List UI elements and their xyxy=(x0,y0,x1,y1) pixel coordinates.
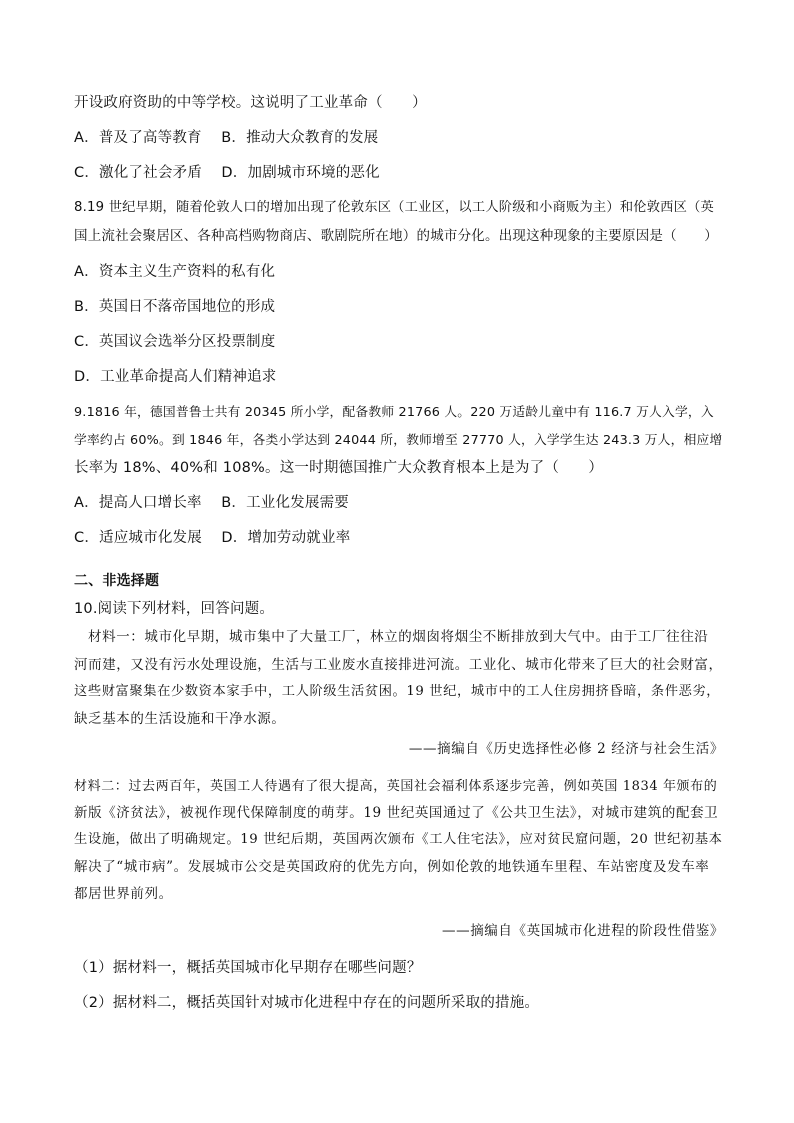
material2-line-5: 都居世界前列。 xyxy=(74,886,173,902)
q9-stem-line-1: 9.1816 年，德国普鲁士共有 20345 所小学，配备教师 21766 人。220 万适龄儿童中有 116.7 万人入学，入 xyxy=(74,405,714,420)
material1-line-3: 这些财富聚集在少数资本家手中，工人阶级生活贫困。19 世纪，城市中的工人住房拥挤昏暗，条件恶劣， xyxy=(74,684,721,699)
q9-stem-line-2: 学率约占 60%。到 1846 年，各类小学达到 24044 所，教师增至 27770 人，入学学生达 243.3 万人，相应增 xyxy=(74,433,723,448)
material1-line-1: 材料一：城市化早期，城市集中了大量工厂，林立的烟囱将烟尘不断排放到大气中。由于工厂往往沿 xyxy=(88,629,709,645)
q8-option-d: D．工业革命提高人们精神追求 xyxy=(74,369,277,385)
q8-option-b: B．英国日不落帝国地位的形成 xyxy=(74,299,276,315)
material1-source: ——摘编自《历史选择性必修 2 经济与社会生活》 xyxy=(408,741,724,757)
material2-source: ——摘编自《英国城市化进程的阶段性借鉴》 xyxy=(442,923,724,939)
material2-line-1: 材料二：过去两百年，英国工人待遇有了很大提高，英国社会福利体系逐步完善，例如英国 1834 年颁布的 xyxy=(74,779,718,794)
material1-line-2: 河而建，又没有污水处理设施，生活与工业废水直接排进河流。工业化、城市化带来了巨大的社会财富， xyxy=(74,657,723,673)
q10-intro: 10.阅读下列材料，回答问题。 xyxy=(74,601,275,617)
q10-subquestion-1: （1）据材料一，概括英国城市化早期存在哪些问题？ xyxy=(74,960,422,976)
material2-line-3: 生设施，做出了明确规定。19 世纪后期，英国两次颁布《工人住宅法》，应对贫民窟问题，20 世纪初基本 xyxy=(74,832,723,847)
q7-stem-tail: 开设政府资助的中等学校。这说明了工业革命（ ） xyxy=(74,95,427,111)
q9-stem-line-3: 长率为 18%、40%和 108%。这一时期德国推广大众教育根本上是为了（ ） xyxy=(74,460,604,476)
section-heading: 二、非选择题 xyxy=(74,573,160,589)
q7-options-ab: A．普及了高等教育 B．推动大众教育的发展 xyxy=(74,130,379,146)
q9-options-ab: A．提高人口增长率 B．工业化发展需要 xyxy=(74,495,349,511)
q8-option-c: C．英国议会选举分区投票制度 xyxy=(74,334,276,350)
q8-stem-line-1: 8.19 世纪早期，随着伦敦人口的增加出现了伦敦东区（工业区，以工人阶级和小商贩为主）和伦敦西区（英 xyxy=(74,200,714,215)
q7-options-cd: C．激化了社会矛盾 D．加剧城市环境的恶化 xyxy=(74,165,380,181)
material1-line-4: 缺乏基本的生活设施和干净水源。 xyxy=(74,711,286,727)
q9-options-cd: C．适应城市化发展 D．增加劳动就业率 xyxy=(74,530,351,546)
q8-option-a: A．资本主义生产资料的私有化 xyxy=(74,264,276,280)
q10-subquestion-2: （2）据材料二，概括英国针对城市化进程中存在的问题所采取的措施。 xyxy=(74,995,540,1011)
material2-line-4: 解决了“城市病”。发展城市公交是英国政府的优先方向，例如伦敦的地铁通车里程、车站密度及发车率 xyxy=(74,859,710,875)
q8-stem-line-2: 国上流社会聚居区、各种高档购物商店、歌剧院所在地）的城市分化。出现这种现象的主要原因是（ ） xyxy=(74,228,718,244)
material2-line-2: 新版《济贫法》，被视作现代保障制度的萌芽。19 世纪英国通过了《公共卫生法》，对城市建筑的配套卫 xyxy=(74,805,719,821)
